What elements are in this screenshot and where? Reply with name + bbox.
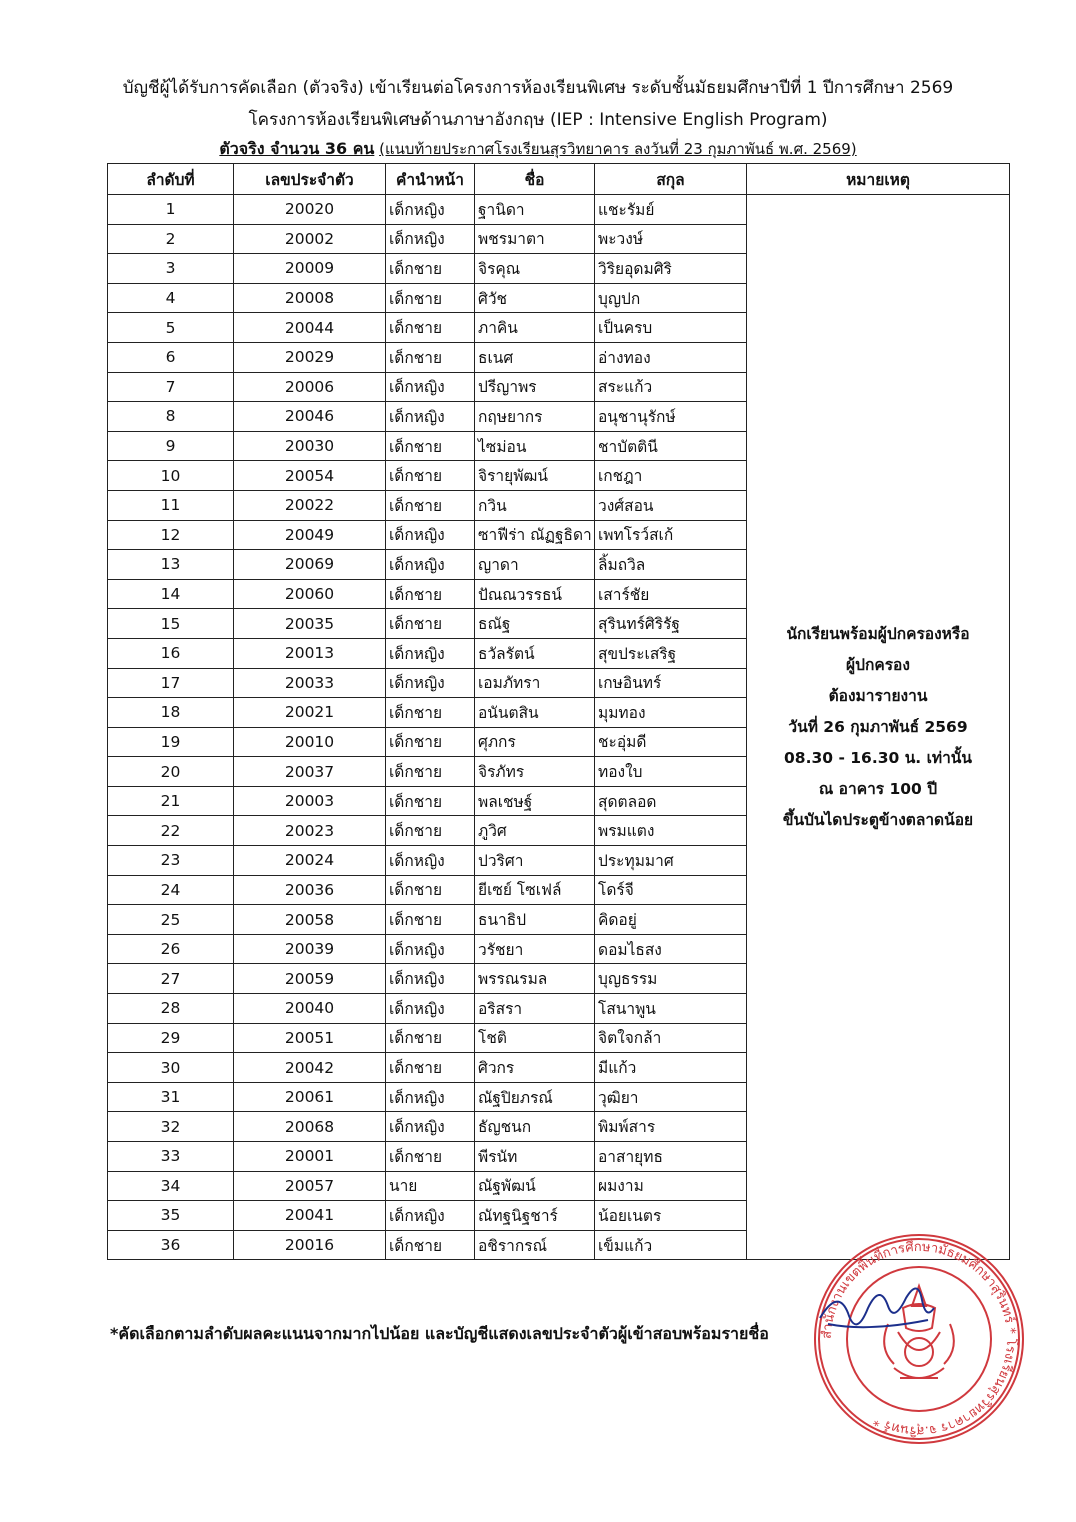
list-caption xyxy=(0,137,1076,162)
cell-last-name: วุฒิยา xyxy=(595,1082,747,1112)
cell-last-name: มีแก้ว xyxy=(595,1053,747,1083)
cell-id: 20037 xyxy=(234,757,386,787)
cell-first-name: กฤษยากร xyxy=(475,402,595,432)
cell-last-name: สุขประเสริฐ xyxy=(595,638,747,668)
cell-order: 21 xyxy=(108,786,234,816)
cell-prefix: เด็กชาย xyxy=(386,461,475,491)
cell-id: 20039 xyxy=(234,934,386,964)
cell-prefix: เด็กหญิง xyxy=(386,994,475,1024)
cell-id: 20013 xyxy=(234,638,386,668)
remark-line: ขึ้นบันไดประตูข้างตลาดน้อย xyxy=(782,810,974,829)
cell-first-name: ธเนศ xyxy=(475,342,595,372)
cell-id: 20006 xyxy=(234,372,386,402)
footnote: *คัดเลือกตามลำดับผลคะแนนจากมากไปน้อย และบัญชีแสดงเลขประจำตัวผู้เข้าสอบพร้อมรายชื่อ xyxy=(110,1324,769,1343)
cell-last-name: มุมทอง xyxy=(595,698,747,728)
cell-order: 18 xyxy=(108,698,234,728)
cell-first-name: ศุภกร xyxy=(475,727,595,757)
cell-prefix: เด็กหญิง xyxy=(386,402,475,432)
cell-first-name: ฐานิดา xyxy=(475,195,595,225)
table-row xyxy=(108,195,1010,225)
cell-last-name: พรมแตง xyxy=(595,816,747,846)
cell-id: 20010 xyxy=(234,727,386,757)
remark-cell xyxy=(747,195,1010,1260)
column-header-remark: หมายเหตุ xyxy=(747,164,1010,195)
cell-order: 19 xyxy=(108,727,234,757)
cell-id: 20022 xyxy=(234,490,386,520)
cell-first-name: ญาดา xyxy=(475,550,595,580)
cell-prefix: เด็กชาย xyxy=(386,905,475,935)
cell-first-name: ปวริศา xyxy=(475,846,595,876)
program-subtitle: โครงการห้องเรียนพิเศษด้านภาษาอังกฤษ (IEP : Intensive English Program) xyxy=(248,110,828,130)
remark-line: ต้องมารายงาน xyxy=(828,686,928,705)
cell-order: 34 xyxy=(108,1171,234,1201)
cell-last-name: ประทุมมาศ xyxy=(595,846,747,876)
cell-last-name: บุญปก xyxy=(595,283,747,313)
cell-id: 20059 xyxy=(234,964,386,994)
cell-last-name: น้อยเนตร xyxy=(595,1201,747,1231)
cell-prefix: เด็กชาย xyxy=(386,816,475,846)
cell-last-name: ชาบัตตินี xyxy=(595,431,747,461)
cell-id: 20021 xyxy=(234,698,386,728)
cell-id: 20001 xyxy=(234,1142,386,1172)
cell-prefix: เด็กชาย xyxy=(386,1230,475,1260)
cell-order: 24 xyxy=(108,875,234,905)
cell-id: 20040 xyxy=(234,994,386,1024)
cell-first-name: ธวัลรัตน์ xyxy=(475,638,595,668)
cell-id: 20035 xyxy=(234,609,386,639)
cell-prefix: เด็กหญิง xyxy=(386,195,475,225)
table-header-row xyxy=(108,164,1010,195)
cell-prefix: เด็กชาย xyxy=(386,254,475,284)
cell-last-name: บุญธรรม xyxy=(595,964,747,994)
cell-last-name: คิดอยู่ xyxy=(595,905,747,935)
cell-id: 20060 xyxy=(234,579,386,609)
remark-line: วันที่ 26 กุมภาพันธ์ 2569 xyxy=(788,717,968,736)
cell-id: 20057 xyxy=(234,1171,386,1201)
cell-prefix: เด็กชาย xyxy=(386,1142,475,1172)
seal-text: สำนักงานเขตพื้นที่การศึกษามัธยมศึกษาสุรินทร์ * โรงเรียนสุรวิทยาคาร จ.สุรินทร์ * xyxy=(819,1239,1019,1439)
cell-prefix: เด็กชาย xyxy=(386,786,475,816)
cell-prefix: เด็กหญิง xyxy=(386,1112,475,1142)
cell-order: 15 xyxy=(108,609,234,639)
cell-first-name: ภาคิน xyxy=(475,313,595,343)
cell-prefix: เด็กหญิง xyxy=(386,1082,475,1112)
cell-prefix: เด็กชาย xyxy=(386,431,475,461)
cell-first-name: ณัฐพัฒน์ xyxy=(475,1171,595,1201)
cell-first-name: อชิรากรณ์ xyxy=(475,1230,595,1260)
cell-id: 20024 xyxy=(234,846,386,876)
cell-prefix: เด็กชาย xyxy=(386,579,475,609)
cell-prefix: เด็กชาย xyxy=(386,609,475,639)
cell-first-name: ณัทฐนิฐชาร์ xyxy=(475,1201,595,1231)
cell-order: 23 xyxy=(108,846,234,876)
cell-prefix: เด็กชาย xyxy=(386,283,475,313)
cell-prefix: เด็กหญิง xyxy=(386,372,475,402)
cell-order: 26 xyxy=(108,934,234,964)
cell-last-name: ลิ้มถวิล xyxy=(595,550,747,580)
cell-last-name: พิมพ์สาร xyxy=(595,1112,747,1142)
cell-id: 20020 xyxy=(234,195,386,225)
cell-id: 20023 xyxy=(234,816,386,846)
cell-prefix: เด็กชาย xyxy=(386,757,475,787)
column-header-last-name: สกุล xyxy=(595,164,747,195)
cell-first-name: โชติ xyxy=(475,1023,595,1053)
cell-id: 20044 xyxy=(234,313,386,343)
cell-last-name: เข็มแก้ว xyxy=(595,1230,747,1260)
cell-order: 31 xyxy=(108,1082,234,1112)
seal-emblem xyxy=(884,1286,954,1378)
cell-prefix: เด็กชาย xyxy=(386,875,475,905)
cell-order: 8 xyxy=(108,402,234,432)
cell-prefix: เด็กหญิง xyxy=(386,224,475,254)
cell-id: 20008 xyxy=(234,283,386,313)
cell-id: 20069 xyxy=(234,550,386,580)
cell-order: 13 xyxy=(108,550,234,580)
cell-last-name: วงศ์สอน xyxy=(595,490,747,520)
cell-prefix: เด็กชาย xyxy=(386,313,475,343)
student-table xyxy=(107,163,1010,1260)
cell-last-name: เกชฎา xyxy=(595,461,747,491)
cell-order: 1 xyxy=(108,195,234,225)
cell-first-name: วรัชยา xyxy=(475,934,595,964)
cell-last-name: เกษอินทร์ xyxy=(595,668,747,698)
cell-prefix: เด็กชาย xyxy=(386,342,475,372)
cell-last-name: สุดตลอด xyxy=(595,786,747,816)
cell-last-name: เสาร์ชัย xyxy=(595,579,747,609)
cell-first-name: ธนาธิป xyxy=(475,905,595,935)
cell-order: 25 xyxy=(108,905,234,935)
cell-last-name: เป็นครบ xyxy=(595,313,747,343)
cell-prefix: เด็กหญิง xyxy=(386,638,475,668)
cell-last-name: อ่างทอง xyxy=(595,342,747,372)
cell-id: 20029 xyxy=(234,342,386,372)
cell-order: 33 xyxy=(108,1142,234,1172)
cell-first-name: อนันตสิน xyxy=(475,698,595,728)
cell-id: 20002 xyxy=(234,224,386,254)
cell-last-name: วิริยอุดมศิริ xyxy=(595,254,747,284)
cell-last-name: พะวงษ์ xyxy=(595,224,747,254)
cell-last-name: สระแก้ว xyxy=(595,372,747,402)
cell-first-name: ไซม่อน xyxy=(475,431,595,461)
cell-first-name: ธณัฐ xyxy=(475,609,595,639)
cell-order: 28 xyxy=(108,994,234,1024)
cell-first-name: จิรคุณ xyxy=(475,254,595,284)
cell-last-name: อนุชานุรักษ์ xyxy=(595,402,747,432)
cell-prefix: เด็กชาย xyxy=(386,727,475,757)
cell-order: 22 xyxy=(108,816,234,846)
cell-id: 20068 xyxy=(234,1112,386,1142)
cell-id: 20016 xyxy=(234,1230,386,1260)
cell-order: 6 xyxy=(108,342,234,372)
cell-last-name: อาสายุทธ xyxy=(595,1142,747,1172)
cell-id: 20061 xyxy=(234,1082,386,1112)
cell-order: 14 xyxy=(108,579,234,609)
cell-prefix: เด็กหญิง xyxy=(386,964,475,994)
cell-last-name: แชะรัมย์ xyxy=(595,195,747,225)
cell-first-name: ศิวัช xyxy=(475,283,595,313)
school-seal-icon xyxy=(808,1228,1030,1450)
cell-prefix: เด็กหญิง xyxy=(386,668,475,698)
cell-prefix: เด็กหญิง xyxy=(386,934,475,964)
cell-first-name: ศิวกร xyxy=(475,1053,595,1083)
column-header-first-name: ชื่อ xyxy=(475,164,595,195)
cell-prefix: เด็กชาย xyxy=(386,1053,475,1083)
cell-id: 20036 xyxy=(234,875,386,905)
cell-prefix: เด็กชาย xyxy=(386,1023,475,1053)
cell-prefix: เด็กหญิง xyxy=(386,550,475,580)
cell-first-name: พลเชษฐ์ xyxy=(475,786,595,816)
cell-order: 2 xyxy=(108,224,234,254)
cell-first-name: จิรภัทร xyxy=(475,757,595,787)
cell-prefix: เด็กหญิง xyxy=(386,520,475,550)
cell-id: 20046 xyxy=(234,402,386,432)
cell-first-name: กวิน xyxy=(475,490,595,520)
cell-order: 16 xyxy=(108,638,234,668)
cell-id: 20033 xyxy=(234,668,386,698)
cell-prefix: เด็กหญิง xyxy=(386,1201,475,1231)
cell-id: 20042 xyxy=(234,1053,386,1083)
cell-last-name: โสนาพูน xyxy=(595,994,747,1024)
remark-line: นักเรียนพร้อมผู้ปกครองหรือ xyxy=(786,624,970,643)
cell-order: 29 xyxy=(108,1023,234,1053)
caption-reference: (แนบท้ายประกาศโรงเรียนสุรวิทยาคาร ลงวันที่ 23 กุมภาพันธ์ พ.ศ. 2569) xyxy=(379,140,857,158)
cell-id: 20049 xyxy=(234,520,386,550)
cell-first-name: จิรายุพัฒน์ xyxy=(475,461,595,491)
cell-first-name: ปัณณวรรธน์ xyxy=(475,579,595,609)
cell-first-name: ธัญชนก xyxy=(475,1112,595,1142)
cell-order: 3 xyxy=(108,254,234,284)
remark-line: ณ อาคาร 100 ปี xyxy=(818,779,938,798)
cell-order: 27 xyxy=(108,964,234,994)
cell-last-name: ดอมไธสง xyxy=(595,934,747,964)
cell-id: 20054 xyxy=(234,461,386,491)
cell-first-name: ซาฟีร่า ณัฏฐธิดา xyxy=(475,520,595,550)
cell-first-name: เอมภัทรา xyxy=(475,668,595,698)
cell-first-name: อริสรา xyxy=(475,994,595,1024)
cell-first-name: พีรนัท xyxy=(475,1142,595,1172)
cell-order: 11 xyxy=(108,490,234,520)
cell-order: 35 xyxy=(108,1201,234,1231)
cell-last-name: จิตใจกล้า xyxy=(595,1023,747,1053)
cell-id: 20058 xyxy=(234,905,386,935)
cell-first-name: ณัฐปิยภรณ์ xyxy=(475,1082,595,1112)
column-header-order: ลำดับที่ xyxy=(108,164,234,195)
cell-order: 10 xyxy=(108,461,234,491)
cell-id: 20041 xyxy=(234,1201,386,1231)
cell-last-name: สุรินทร์ศิริรัฐ xyxy=(595,609,747,639)
remark-line: ผู้ปกครอง xyxy=(846,655,910,674)
cell-order: 5 xyxy=(108,313,234,343)
column-header-prefix: คำนำหน้า xyxy=(386,164,475,195)
remark-line: 08.30 - 16.30 น. เท่านั้น xyxy=(784,748,972,767)
cell-first-name: ภูวิศ xyxy=(475,816,595,846)
cell-last-name: ผมงาม xyxy=(595,1171,747,1201)
document-title: บัญชีผู้ได้รับการคัดเลือก (ตัวจริง) เข้าเรียนต่อโครงการห้องเรียนพิเศษ ระดับชั้นมัธยมศึกษาปีที่ 1 ปีการศึกษา 2569 xyxy=(122,78,954,98)
cell-id: 20003 xyxy=(234,786,386,816)
cell-last-name: ทองใบ xyxy=(595,757,747,787)
cell-order: 30 xyxy=(108,1053,234,1083)
cell-id: 20009 xyxy=(234,254,386,284)
cell-order: 12 xyxy=(108,520,234,550)
cell-order: 7 xyxy=(108,372,234,402)
cell-last-name: ชะอุ่มดี xyxy=(595,727,747,757)
cell-order: 17 xyxy=(108,668,234,698)
column-header-id: เลขประจำตัว xyxy=(234,164,386,195)
cell-last-name: เพทโรว์สเก้ xyxy=(595,520,747,550)
cell-order: 4 xyxy=(108,283,234,313)
cell-order: 32 xyxy=(108,1112,234,1142)
cell-prefix: นาย xyxy=(386,1171,475,1201)
cell-id: 20030 xyxy=(234,431,386,461)
cell-prefix: เด็กชาย xyxy=(386,698,475,728)
cell-order: 20 xyxy=(108,757,234,787)
cell-last-name: โดร์จี xyxy=(595,875,747,905)
cell-first-name: ยีเซย์ โซเฟล์ xyxy=(475,875,595,905)
cell-id: 20051 xyxy=(234,1023,386,1053)
cell-order: 9 xyxy=(108,431,234,461)
cell-first-name: พรรณรมล xyxy=(475,964,595,994)
cell-first-name: ปรีญาพร xyxy=(475,372,595,402)
cell-first-name: พชรมาตา xyxy=(475,224,595,254)
cell-prefix: เด็กชาย xyxy=(386,490,475,520)
caption-count: ตัวจริง จำนวน 36 คน xyxy=(219,139,375,158)
cell-prefix: เด็กหญิง xyxy=(386,846,475,876)
cell-order: 36 xyxy=(108,1230,234,1260)
